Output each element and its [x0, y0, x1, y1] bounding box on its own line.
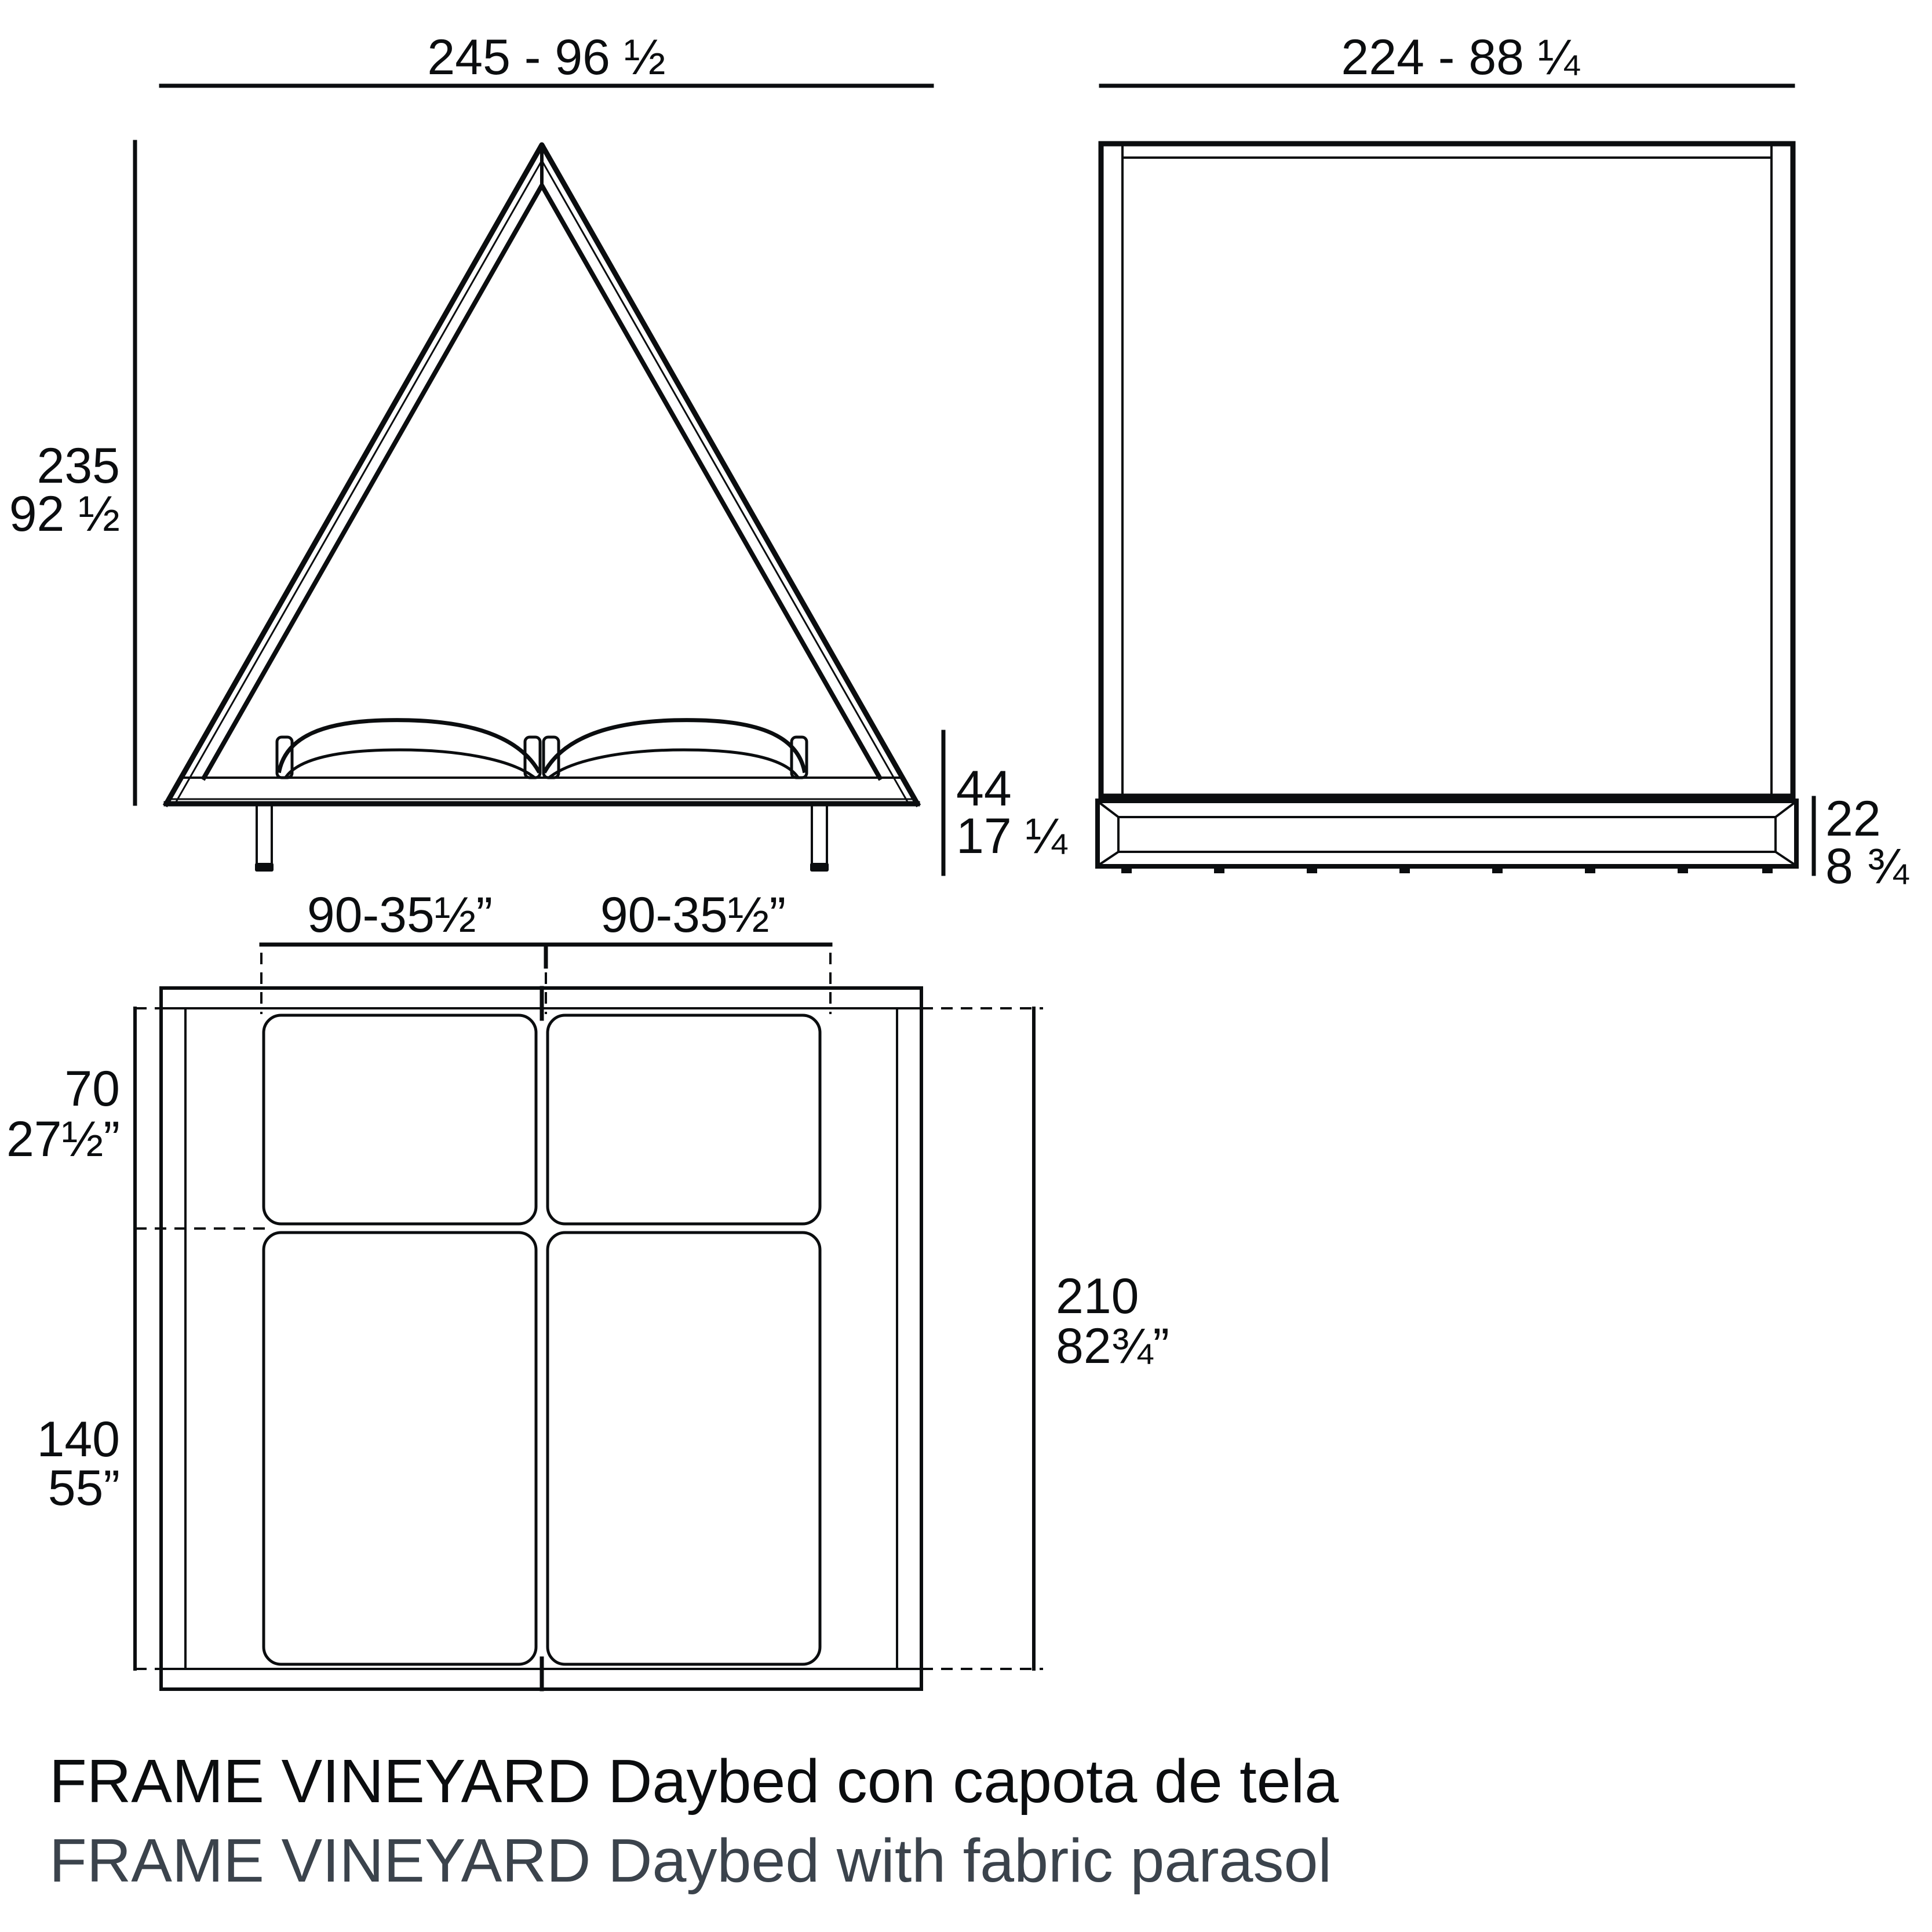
caption-line-spanish: FRAME VINEYARD Daybed con capota de tela: [49, 1747, 1339, 1816]
aframe-outer-edge: [166, 145, 917, 804]
cushion-seam-arc: [286, 750, 533, 777]
side-base-miter: [1099, 803, 1118, 817]
front-platform-in-label: 17 ¼: [956, 808, 1067, 864]
front-platform-cm-label: 44: [956, 761, 1012, 816]
cushion-top-arc: [279, 720, 538, 771]
plan-cushion-width-right-label: 90-35½”: [600, 887, 786, 943]
plan-head-depth-in-label: 27½”: [6, 1111, 120, 1167]
front-foot-right: [810, 863, 829, 872]
side-base-miter: [1776, 803, 1795, 817]
plan-total-depth-cm-label: 210: [1056, 1268, 1139, 1324]
side-panel-outline: [1101, 144, 1793, 796]
plan-view: [6, 887, 1169, 1689]
front-view: [9, 30, 1068, 874]
side-base-cm-label: 22: [1825, 791, 1881, 847]
front-height-cm-label: 235: [37, 438, 120, 494]
aframe-outer-inner-offset: [175, 161, 909, 804]
plan-seat-depth-in-label: 55”: [48, 1460, 120, 1516]
caption: [49, 1747, 1339, 1895]
side-base-miter: [1099, 852, 1118, 865]
plan-cushion-bottom-right: [548, 1233, 820, 1664]
plan-cushion-width-left-label: 90-35½”: [307, 887, 493, 943]
plan-head-depth-cm-label: 70: [64, 1061, 120, 1117]
front-cushion-left: [277, 720, 540, 778]
side-base-miter: [1776, 852, 1795, 865]
plan-cushion-bottom-left: [264, 1233, 536, 1664]
plan-total-depth-in-label: 82¾”: [1056, 1318, 1170, 1374]
plan-cushion-top-left: [264, 1015, 536, 1224]
side-view: [1098, 30, 1909, 894]
front-leg-left: [257, 804, 272, 865]
aframe-inner-edge: [204, 185, 880, 778]
caption-line-english: FRAME VINEYARD Daybed with fabric parasol: [49, 1827, 1332, 1895]
side-width-dim-label: 224 - 88 ¼: [1341, 30, 1580, 85]
front-width-dim-label: 245 - 96 ½: [427, 30, 666, 85]
cushion-top-arc: [545, 720, 804, 771]
side-base-outline: [1098, 801, 1796, 866]
front-leg-right: [812, 804, 827, 865]
plan-seat-depth-cm-label: 140: [37, 1412, 120, 1467]
front-height-in-label: 92 ½: [9, 486, 120, 542]
front-foot-left: [255, 863, 274, 872]
front-cushion-right: [544, 720, 807, 778]
plan-frame-outline: [161, 988, 921, 1689]
side-base-in-label: 8 ¾: [1825, 839, 1909, 894]
cushion-seam-arc: [551, 750, 797, 777]
plan-cushion-top-right: [548, 1015, 820, 1224]
